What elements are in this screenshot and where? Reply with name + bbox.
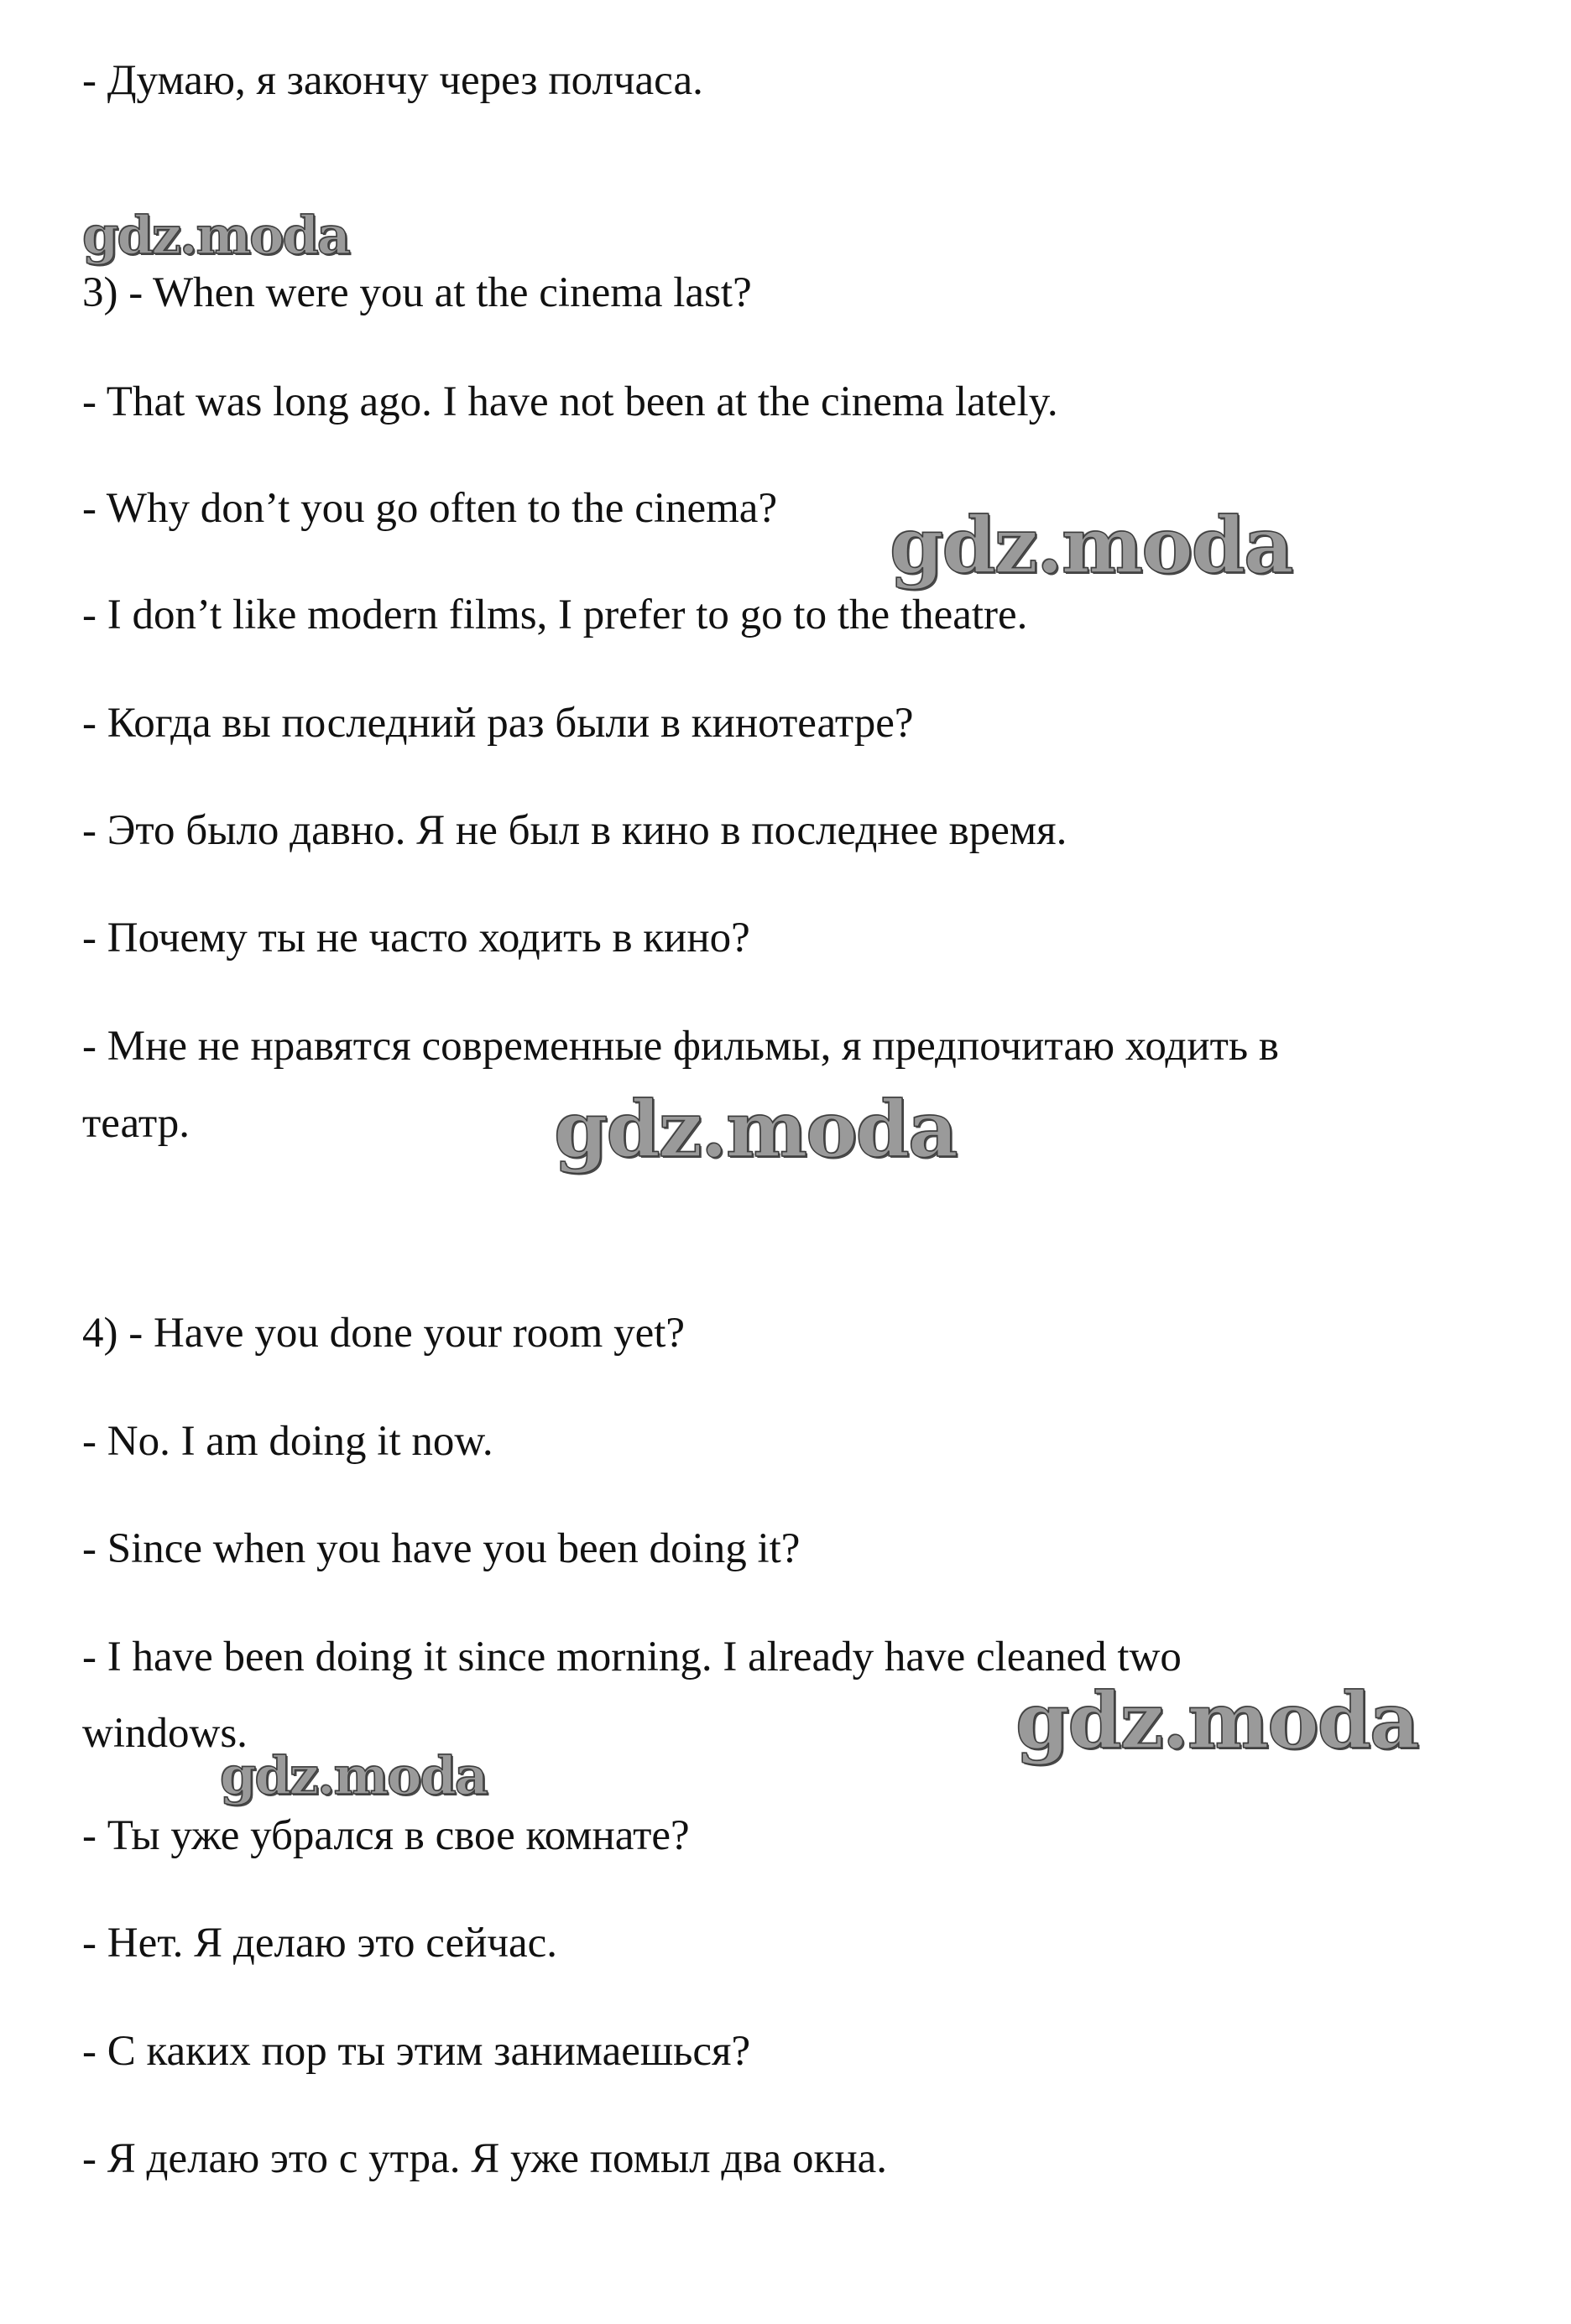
- watermark: gdz.moda: [1015, 1675, 1418, 1766]
- text-line: - Нет. Я делаю это сейчас.: [82, 1920, 558, 1967]
- text-line: - Когда вы последний раз были в кинотеатре?: [82, 700, 914, 747]
- watermark: gdz.moda: [82, 205, 349, 266]
- text-line: - Мне не нравятся современные фильмы, я предпочитаю ходить в: [82, 1023, 1280, 1070]
- text-line: - No. I am doing it now.: [82, 1418, 493, 1465]
- text-line: - Думаю, я закончу через полчаса.: [82, 57, 703, 104]
- text-line: - That was long ago. I have not been at the cinema lately.: [82, 378, 1058, 425]
- text-line: - Ты уже убрался в свое комнате?: [82, 1812, 690, 1859]
- text-line: - С каких пор ты этим занимаешься?: [82, 2028, 751, 2075]
- text-line: - Since when you have you been doing it?: [82, 1525, 801, 1572]
- text-line: - Это было давно. Я не был в кино в последнее время.: [82, 807, 1067, 854]
- text-line: - I don’t like modern films, I prefer to go to the theatre.: [82, 591, 1028, 638]
- text-line: - Почему ты не часто ходить в кино?: [82, 914, 750, 961]
- text-line: 3) - When were you at the cinema last?: [82, 269, 752, 316]
- watermark: gdz.moda: [890, 500, 1292, 591]
- watermark: gdz.moda: [220, 1745, 487, 1806]
- text-line: - Я делаю это с утра. Я уже помыл два окна.: [82, 2135, 888, 2182]
- text-line: театр.: [82, 1100, 191, 1147]
- text-line: 4) - Have you done your room yet?: [82, 1310, 686, 1357]
- text-line: - I have been doing it since morning. I already have cleaned two: [82, 1634, 1182, 1680]
- text-line: - Why don’t you go often to the cinema?: [82, 485, 778, 532]
- watermark: gdz.moda: [554, 1084, 957, 1175]
- text-line: windows.: [82, 1710, 248, 1757]
